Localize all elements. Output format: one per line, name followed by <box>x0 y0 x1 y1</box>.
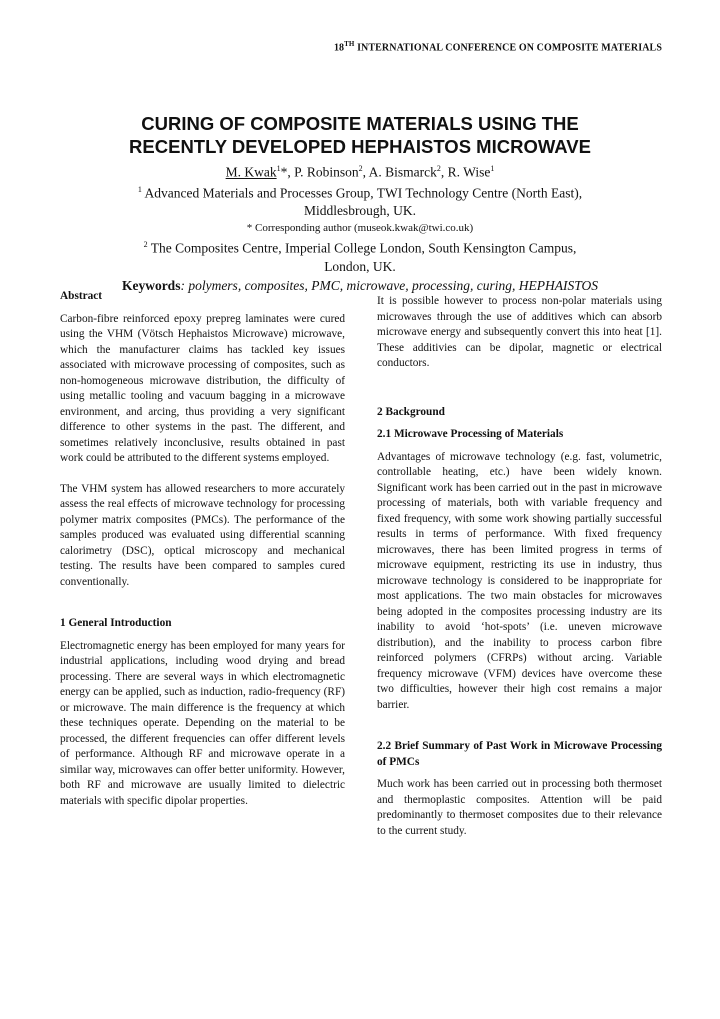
running-head-text: INTERNATIONAL CONFERENCE ON COMPOSITE MATERIALS <box>354 42 662 54</box>
paper-title-line-2: RECENTLY DEVELOPED HEPHAISTOS MICROWAVE <box>129 136 591 157</box>
affiliation-1 <box>60 181 660 221</box>
section-2-heading: 2 Background <box>377 405 445 418</box>
left-column <box>60 289 345 809</box>
affiliation-2-line-2: London, UK. <box>324 258 396 274</box>
author-kwak-sup: 1 <box>276 164 281 173</box>
section-2-2-paragraph: Much work has been carried out in processing both thermoset and thermoplastic composites. Attention will be paid predominantly to thermoset composites due to their relevance to the current study. <box>377 778 662 837</box>
author-kwak: M. Kwak <box>225 164 277 180</box>
keywords-label: Keywords <box>121 277 181 293</box>
author-wise-sup: 1 <box>490 164 495 173</box>
abstract-paragraph-1: Carbon-fibre reinforced epoxy prepreg laminates were cured using the VHM (Vötsch Hephaistos Microwave) microwave, which the manufacturer claims has tackled key issues associated with microwave processing of composites, such as non-homogeneous microwave distribution, the difficulty of using metallic tooling and vacuum bagging in a microwave environment, and arcing, thus providing a very significant difference to other systems in the past. The different, and sometimes relatively inconclusive, results obtained in past work could be attributed to the different systems employed. <box>60 312 345 464</box>
author-kwak-star: * <box>280 164 288 180</box>
keywords-text: : polymers, composites, PMC, microwave, processing, curing, HEPHAISTOS <box>180 277 599 293</box>
section-1-heading: 1 General Introduction <box>60 617 172 629</box>
affiliation-1-line-1: Advanced Materials and Processes Group, TWI Technology Centre (North East), <box>141 185 583 200</box>
running-head-suffix: TH <box>344 40 355 48</box>
author-wise: , R. Wise <box>440 164 491 180</box>
running-head-number: 18 <box>333 42 345 54</box>
affiliation-2-line-1: The Composites Centre, Imperial College London, South Kensington Campus, <box>147 240 577 256</box>
section-2-1-paragraph: Advantages of microwave technology (e.g. fast, volumetric, controllable heating, etc.) have been widely known. Significant work has been carried out in the past in microwave processing of materials, both with variable frequency and fixed frequency, with some work showing partially successful results in terms of performance. With fixed frequency microwaves, there has been limited progress in terms of microwave equipment, restricting its use in industry, thus microwave technology is considered to be inappropriate for most applications. The two main obstacles for microwaves being adopted in the composites processing industry are its inability to avoid ‘hot-spots’ (i.e. uneven microwave distribution), and the inability to process carbon fibre reinforced polymers (CFRPs) without arcing. Variable frequency microwave (VFM) devices have overcome these two difficulties, however their high cost remains a major barrier. <box>377 450 662 711</box>
paper-title <box>60 112 660 158</box>
affiliation-2-sup: 2 <box>143 240 148 249</box>
author-list <box>60 160 660 181</box>
author-robinson-sup: 2 <box>358 164 363 173</box>
author-bismarck: , A. Bismarck <box>362 164 437 180</box>
section-1-paragraph: Electromagnetic energy has been employed for many years for industrial applications, including wood drying and bread processing. There are several ways in which electromagnetic energy can be applied, such as induction, radio-frequency (RF) or microwave. The main difference is the frequency at which these techniques operate. Depending on the material to be processed, the different frequencies can offer different levels of performance. Although RF and microwave operate in a similar way, microwaves can offer better uniformity. However, both RF and microwave are usually limited to dielectric materials with specific dipolar properties. <box>60 639 345 807</box>
section-2-1-heading: 2.1 Microwave Processing of Materials <box>377 428 564 440</box>
affiliation-2 <box>60 236 660 276</box>
author-bismarck-sup: 2 <box>436 164 441 173</box>
right-intro-paragraph: It is possible however to process non-polar materials using microwaves through the use of additives which can absorb microwave energy and subsequently convert this into heat [1]. These additivies can be dipolar, magnetic or electrical conductors. <box>377 295 662 369</box>
paper-title-line-1: CURING OF COMPOSITE MATERIALS USING THE <box>141 113 579 134</box>
corresponding-author: * Corresponding author (museok.kwak@twi.co.uk) <box>246 222 474 234</box>
running-head <box>334 40 662 53</box>
abstract-heading: Abstract <box>60 290 103 302</box>
section-2-2-heading: 2.2 Brief Summary of Past Work in Microwave Processing of PMCs <box>377 740 662 768</box>
abstract-paragraph-2: The VHM system has allowed researchers to more accurately assess the real effects of microwave technology for processing polymer matrix composites (PMCs). The performance of the samples produced was evaluated using differential scanning calorimetry (DSC), optical microscopy and mechanical testing. The results have been compared to samples cured conventionally. <box>60 482 345 588</box>
author-robinson: , P. Robinson <box>287 164 359 180</box>
affiliation-1-sup: 1 <box>137 184 142 194</box>
affiliation-1-line-2: Middlesbrough, UK. <box>303 203 417 218</box>
right-column <box>377 294 662 839</box>
title-block <box>60 112 660 295</box>
